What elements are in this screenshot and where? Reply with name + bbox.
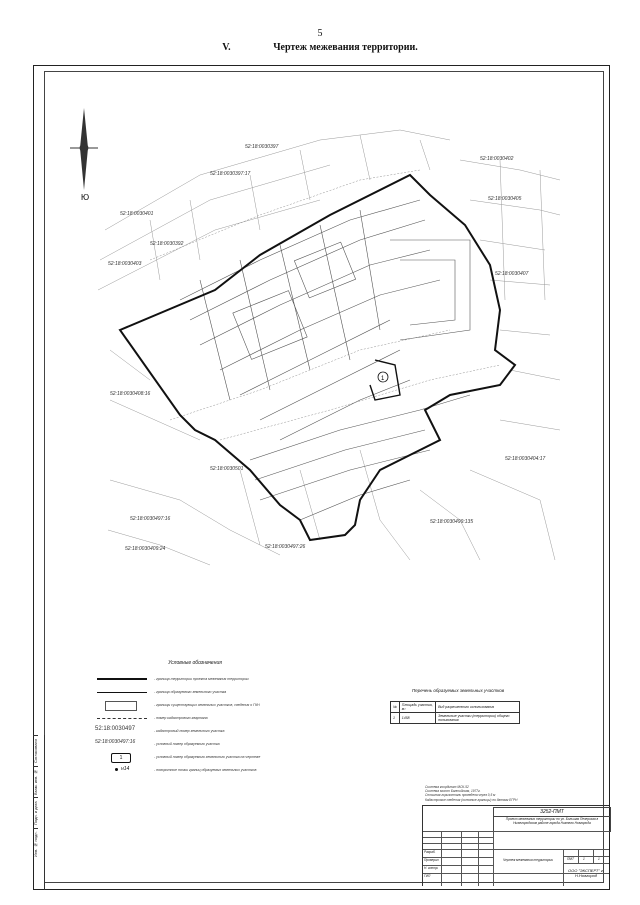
legend-item xyxy=(95,763,395,776)
parcel-callout-label: 1 xyxy=(381,376,385,382)
legend-callout-sample: 1 xyxy=(111,753,131,763)
parcel-table xyxy=(390,701,520,724)
survey-detail xyxy=(180,200,470,520)
stamp-sheet: 1 xyxy=(583,857,585,861)
cadastral-label: 52:18:0030407 xyxy=(495,271,529,277)
legend-point-icon xyxy=(95,765,150,775)
side-strip-cell: Взам. инв. № xyxy=(33,766,38,797)
drawing-notes xyxy=(425,785,605,802)
stamp-role: Разраб. xyxy=(424,850,436,854)
table-header-cell: Площадь участка, м² xyxy=(399,702,435,713)
legend-point-sample: н14 xyxy=(121,765,130,772)
cadastral-label: 52:18:0030405 xyxy=(488,196,522,202)
parcel-table-title: Перечень образуемых земельных участков xyxy=(411,688,505,693)
table-header-cell: № xyxy=(391,702,400,713)
cadastral-label: 52:18:0030397 xyxy=(245,144,279,150)
table-cell: 1458 xyxy=(399,713,435,724)
cadastral-label: 52:18:0030499:135 xyxy=(430,519,474,525)
legend-item-text: - поворотные точки границ образуемых земельных участков xyxy=(154,767,257,772)
page-number: 5 xyxy=(317,28,323,39)
legend-item xyxy=(95,711,395,724)
table-cell: Земельные участки (территории) общего пользования xyxy=(436,713,520,724)
legend-item-text: - граница образуемого земельного участка xyxy=(154,689,227,694)
stamp-sheets: 1 xyxy=(598,857,600,861)
parcel-table-block xyxy=(388,688,528,724)
stamp-role: ГИП xyxy=(424,874,431,878)
document-code: 3252-ПМТ xyxy=(493,807,611,817)
legend-rect-icon xyxy=(95,700,150,710)
drawing-title: Чертеж межевания территории xyxy=(503,858,553,862)
legend-item xyxy=(95,698,395,711)
cadastral-label: 52:18:0030501 xyxy=(210,466,244,472)
cadastral-label: 52:18:0030403 xyxy=(108,261,142,267)
cadastral-label: 52:18:0030497:16 xyxy=(130,516,171,522)
legend-item-text: - кадастровый номер земельного участка xyxy=(154,728,225,733)
legend-item xyxy=(95,685,395,698)
stamp-stage: ПМТ xyxy=(567,857,574,861)
legend-quarter-sample: 52:18:0030497 xyxy=(95,725,136,732)
side-strip-cell: Инв. № подл. xyxy=(33,828,38,859)
legend-parcel-sample: 52:18:0030497:16 xyxy=(95,738,136,745)
north-label: Ю xyxy=(81,193,90,202)
cadastral-labels xyxy=(108,144,546,552)
note-line: Система высот Балтийская, 1977г. xyxy=(425,789,481,794)
legend-bold-line-icon xyxy=(95,674,150,684)
stamp-role: Н. контр. xyxy=(424,866,439,870)
cadastral-label: 52:18:0030397:17 xyxy=(210,171,251,177)
cadastral-label: 52:18:0030497:26 xyxy=(265,544,306,550)
cadastral-label: 52:18:0030409:24 xyxy=(125,546,166,552)
parcel-callout xyxy=(378,372,388,382)
project-boundary xyxy=(120,175,515,540)
table-row xyxy=(391,713,520,724)
stamp-role: Проверил xyxy=(424,858,439,862)
organization: ООО "ЭКСПЕРТ" г. Н.Новгород xyxy=(568,868,604,878)
legend-item-text: - условный номер образуемого участка xyxy=(154,741,220,746)
legend-item xyxy=(95,737,395,750)
cadastral-label: 52:18:0030404:17 xyxy=(505,456,546,462)
section-number: V. xyxy=(222,42,231,53)
legend-item xyxy=(95,672,395,685)
title-block-stamp xyxy=(422,805,609,886)
legend-item-text: - номер кадастрового квартала xyxy=(154,715,208,720)
legend-item-text: - условный номер образуемого земельного участка на чертеже xyxy=(154,754,261,759)
side-strip-cell: Согласовано xyxy=(33,735,38,766)
table-header-cell: Вид разрешенного использования xyxy=(436,702,520,713)
legend-callout-icon xyxy=(95,752,150,762)
legend xyxy=(95,660,395,776)
legend-thin-line-icon xyxy=(95,687,150,697)
cadastral-label: 52:18:0030392 xyxy=(150,241,184,247)
legend-dashed-line-icon xyxy=(95,713,150,723)
table-header-row xyxy=(391,702,520,713)
legend-title: Условные обозначения xyxy=(168,660,222,666)
note-line: Сплошная горизонталь проведена через 0,5 м xyxy=(425,793,496,798)
legend-item xyxy=(95,750,395,763)
note-line: Система координат МСК-52 xyxy=(425,785,469,789)
project-name: Проект межевания территории по ул. Большая Печерская в Нижегородском районе города Нижнего Новгорода xyxy=(493,816,611,832)
legend-item xyxy=(95,724,395,737)
legend-item-text: - граница территории проекта межевания территории xyxy=(154,676,249,681)
side-strip-cell: Подп. и дата xyxy=(33,797,38,828)
cadastral-label: 52:18:0030402 xyxy=(480,156,514,162)
section-title: Чертеж межевания территории. xyxy=(273,42,418,53)
note-line: Кадастровые сведения (основные границы) по данным ЕГРН xyxy=(425,797,518,802)
legend-item-text: - границы существующих земельных участков, сведения о ГКН xyxy=(154,702,260,707)
cadastral-label: 52:18:0030408:16 xyxy=(110,391,151,397)
cadastral-label: 52:18:0030401 xyxy=(120,211,154,217)
compass-icon xyxy=(70,108,98,202)
table-cell: 1 xyxy=(391,713,400,724)
